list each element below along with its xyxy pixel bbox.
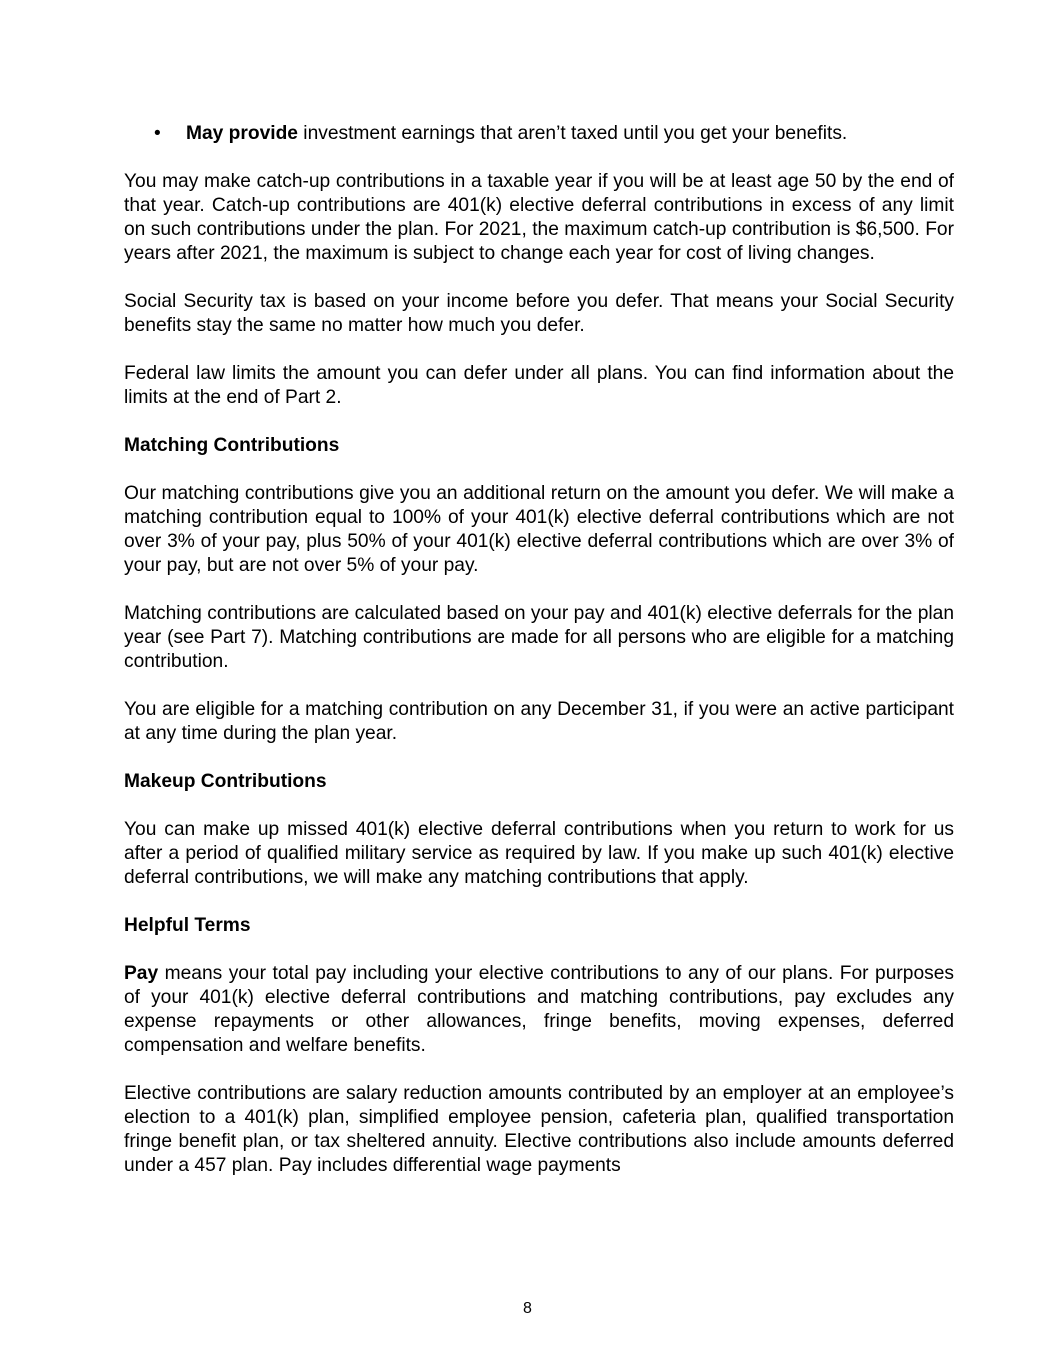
- makeup-heading: Makeup Contributions: [124, 771, 327, 792]
- matching-heading: Matching Contributions: [124, 435, 340, 456]
- document-body: [124, 122, 954, 1178]
- catch-up-paragraph: You may make catch-up contributions in a taxable year if you will be at least age 50 by the end of that year. Catch-up contributions are 401(k) elective deferral contributions in excess of any limit on such contributions under the plan. For 2021, the maximum catch-up contribution is $6,500. For years after 2021, the maximum is subject to change each year for cost of living changes.: [124, 171, 954, 264]
- matching-paragraph-1: Our matching contributions give you an additional return on the amount you defer. We will make a matching contribution equal to 100% of your 401(k) elective deferral contributions which are not over 3% of your pay, plus 50% of your 401(k) elective deferral contributions which are over 3% of your pay, but are not over 5% of your pay.: [124, 483, 954, 576]
- helpful-terms-heading: Helpful Terms: [124, 915, 251, 936]
- bullet-text: investment earnings that aren’t taxed until you get your benefits.: [297, 123, 848, 144]
- bullet-bold-text: May provide: [186, 123, 298, 144]
- pay-term: Pay: [124, 963, 159, 984]
- page-number: 8: [523, 1300, 532, 1317]
- matching-paragraph-3: You are eligible for a matching contribution on any December 31, if you were an active participant at any time during the plan year.: [124, 699, 954, 744]
- bullet-item: [124, 122, 954, 146]
- bullet-icon: •: [154, 123, 161, 144]
- matching-paragraph-2: Matching contributions are calculated based on your pay and 401(k) elective deferrals for the plan year (see Part 7). Matching contributions are made for all persons who are eligible for a matching contribution.: [124, 603, 954, 672]
- makeup-paragraph: You can make up missed 401(k) elective deferral contributions when you return to work for us after a period of qualified military service as required by law. If you make up such 401(k) elective deferral contributions, we will make any matching contributions that apply.: [124, 819, 954, 888]
- elective-contributions-paragraph: Elective contributions are salary reduction amounts contributed by an employer at an employee’s election to a 401(k) plan, simplified employee pension, cafeteria plan, qualified transportation fringe benefit plan, or tax sheltered annuity. Elective contributions also include amounts deferred under a 457 plan. Pay includes differential wage payments: [124, 1083, 954, 1176]
- pay-definition-text: means your total pay including your elective contributions to any of our plans. For purposes of your 401(k) elective deferral contributions and matching contributions, pay excludes any expense repayments or other allowances, fringe benefits, moving expenses, deferred compensation and welfare benefits.: [124, 963, 954, 1056]
- pay-definition-paragraph: [124, 962, 954, 1058]
- federal-law-paragraph: Federal law limits the amount you can defer under all plans. You can find information about the limits at the end of Part 2.: [124, 363, 954, 408]
- social-security-paragraph: Social Security tax is based on your income before you defer. That means your Social Security benefits stay the same no matter how much you defer.: [124, 291, 954, 336]
